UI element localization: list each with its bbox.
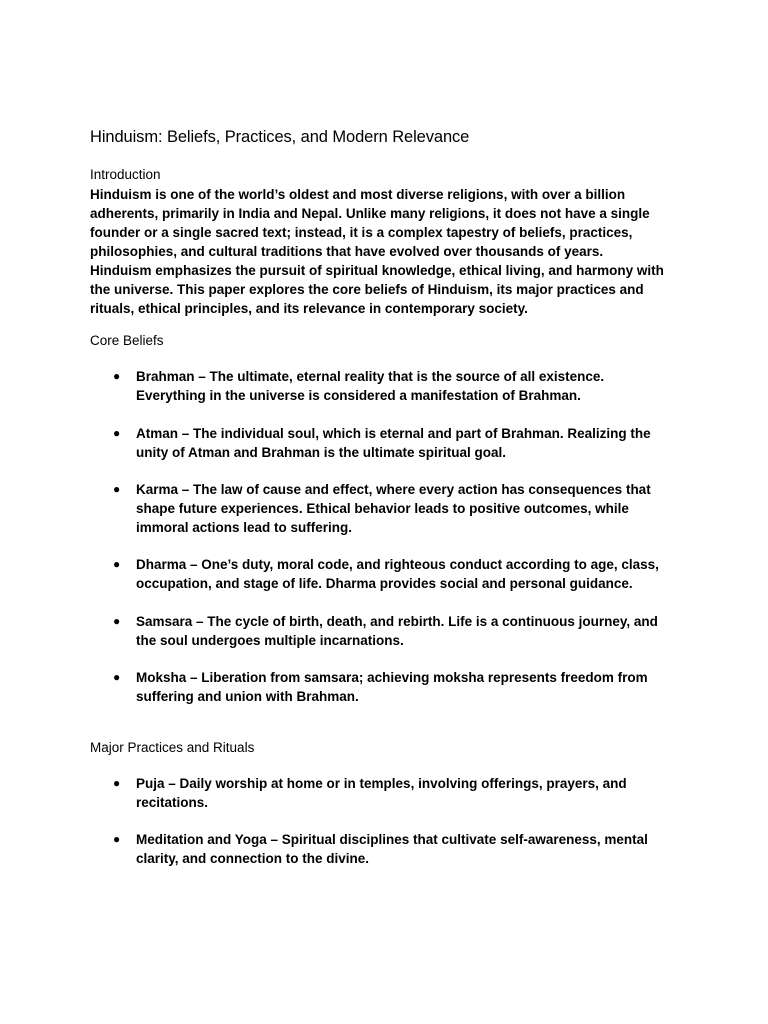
list-item-line: the soul undergoes multiple incarnations. bbox=[136, 633, 404, 648]
list-item-line: suffering and union with Brahman. bbox=[136, 689, 359, 704]
list-item-line: Atman – The individual soul, which is eternal and part of Brahman. Realizing the bbox=[136, 426, 651, 441]
bullet-icon: ● bbox=[113, 426, 121, 440]
list-item-line: unity of Atman and Brahman is the ultimate spiritual goal. bbox=[136, 445, 507, 460]
paragraph-line: philosophies, and cultural traditions that have evolved over thousands of years. bbox=[90, 244, 604, 259]
bullet-icon: ● bbox=[113, 614, 121, 628]
list-item-line: clarity, and connection to the divine. bbox=[136, 851, 370, 866]
list-item-line: Samsara – The cycle of birth, death, and rebirth. Life is a continuous journey, and bbox=[136, 614, 658, 629]
list-item-line: Karma – The law of cause and effect, where every action has consequences that bbox=[136, 482, 651, 497]
list-item-text bbox=[136, 668, 648, 706]
list-item-text bbox=[136, 424, 651, 462]
list-item-line: Meditation and Yoga – Spiritual disciplines that cultivate self-awareness, mental bbox=[136, 832, 648, 847]
paragraph-line: the universe. This paper explores the core beliefs of Hinduism, its major practices and bbox=[90, 282, 644, 297]
list-item-line: Dharma – One’s duty, moral code, and righteous conduct according to age, class, bbox=[136, 557, 659, 572]
list-item-text bbox=[136, 612, 658, 650]
paragraph-line: Hinduism emphasizes the pursuit of spiritual knowledge, ethical living, and harmony with bbox=[90, 263, 664, 278]
core-beliefs-heading: Core Beliefs bbox=[90, 333, 164, 348]
list-item-line: Puja – Daily worship at home or in temples, involving offerings, prayers, and bbox=[136, 776, 627, 791]
paragraph-line: founder or a single sacred text; instead, it is a complex tapestry of beliefs, practices, bbox=[90, 225, 633, 240]
list-item-line: shape future experiences. Ethical behavior leads to positive outcomes, while bbox=[136, 501, 629, 516]
bullet-icon: ● bbox=[113, 369, 121, 383]
list-item-line: Moksha – Liberation from samsara; achieving moksha represents freedom from bbox=[136, 670, 648, 685]
list-item-text bbox=[136, 480, 651, 537]
list-item-text bbox=[136, 830, 648, 868]
list-item-text bbox=[136, 774, 627, 812]
bullet-icon: ● bbox=[113, 482, 121, 496]
bullet-icon: ● bbox=[113, 776, 121, 790]
paragraph-line: Hinduism is one of the world’s oldest and most diverse religions, with over a billion bbox=[90, 187, 626, 202]
list-item-text bbox=[136, 367, 604, 405]
bullet-icon: ● bbox=[113, 832, 121, 846]
list-item-line: recitations. bbox=[136, 795, 209, 810]
paragraph-line: adherents, primarily in India and Nepal. Unlike many religions, it does not have a single bbox=[90, 206, 650, 221]
list-item-line: immoral actions lead to suffering. bbox=[136, 520, 353, 535]
introduction-heading: Introduction bbox=[90, 167, 161, 182]
bullet-icon: ● bbox=[113, 557, 121, 571]
list-item-line: Brahman – The ultimate, eternal reality that is the source of all existence. bbox=[136, 369, 605, 384]
introduction-paragraph bbox=[90, 185, 690, 318]
document-title: Hinduism: Beliefs, Practices, and Modern Relevance bbox=[90, 128, 470, 146]
list-item-line: Everything in the universe is considered a manifestation of Brahman. bbox=[136, 388, 581, 403]
bullet-icon: ● bbox=[113, 670, 121, 684]
list-item-line: occupation, and stage of life. Dharma provides social and personal guidance. bbox=[136, 576, 633, 591]
list-item-text bbox=[136, 555, 659, 593]
practices-heading: Major Practices and Rituals bbox=[90, 740, 255, 755]
paragraph-line: rituals, ethical principles, and its relevance in contemporary society. bbox=[90, 301, 528, 316]
